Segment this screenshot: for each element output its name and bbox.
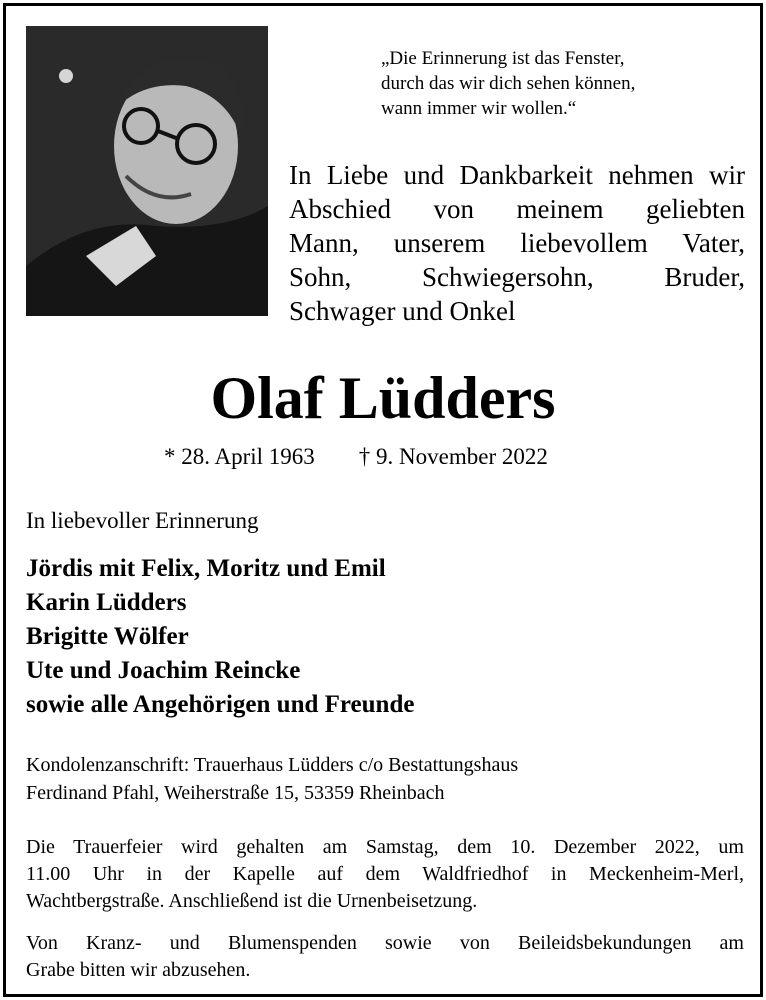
- quote-line: „Die Erinnerung ist das Fenster,: [381, 48, 625, 69]
- deceased-name: Olaf Lüdders: [210, 365, 556, 431]
- farewell-text: [289, 158, 745, 328]
- life-dates: [164, 442, 548, 472]
- mourners-list: [26, 552, 414, 722]
- farewell-line: Sohn, Schwiegersohn, Bruder,: [289, 262, 745, 292]
- farewell-line: Abschied von meinem geliebten: [289, 194, 745, 224]
- mourner: Brigitte Wölfer: [26, 623, 189, 650]
- funeral-ceremony-info: [26, 834, 744, 915]
- obituary-frame: [3, 3, 763, 997]
- birth-date: * 28. April 1963: [164, 444, 315, 469]
- portrait-photo: [26, 26, 268, 316]
- farewell-line: In Liebe und Dankbarkeit nehmen wir: [289, 160, 745, 190]
- memory-line: In liebevoller Erinnerung: [26, 508, 259, 533]
- quote-line: wann immer wir wollen.“: [381, 98, 577, 119]
- mourner: Karin Lüdders: [26, 589, 187, 616]
- condolence-line: Kondolenzanschrift: Trauerhaus Lüdders c/o Bestattungshaus: [26, 754, 519, 776]
- ceremony-line: Wachtbergstraße. Anschließend ist die Urnenbeisetzung.: [26, 890, 478, 912]
- farewell-line: Mann, unserem liebevollem Vater,: [289, 228, 745, 258]
- quote: [381, 46, 721, 121]
- ceremony-line: Die Trauerfeier wird gehalten am Samstag, dem 10. Dezember 2022, um: [26, 836, 744, 858]
- request-line: Grabe bitten wir abzusehen.: [26, 959, 251, 981]
- donation-request: [26, 930, 744, 984]
- farewell-line: Schwager und Onkel: [289, 296, 516, 326]
- condolence-line: Ferdinand Pfahl, Weiherstraße 15, 53359 Rheinbach: [26, 782, 445, 804]
- ceremony-line: 11.00 Uhr in der Kapelle auf dem Waldfriedhof in Meckenheim-Merl,: [26, 863, 744, 885]
- death-date: † 9. November 2022: [358, 444, 548, 469]
- mourner: Ute und Joachim Reincke: [26, 657, 301, 684]
- mourner: sowie alle Angehörigen und Freunde: [26, 691, 415, 718]
- condolence-address: [26, 751, 518, 807]
- mourner: Jördis mit Felix, Moritz und Emil: [26, 555, 386, 582]
- quote-line: durch das wir dich sehen können,: [381, 73, 636, 94]
- request-line: Von Kranz- und Blumenspenden sowie von Beileidsbekundungen am: [26, 932, 744, 954]
